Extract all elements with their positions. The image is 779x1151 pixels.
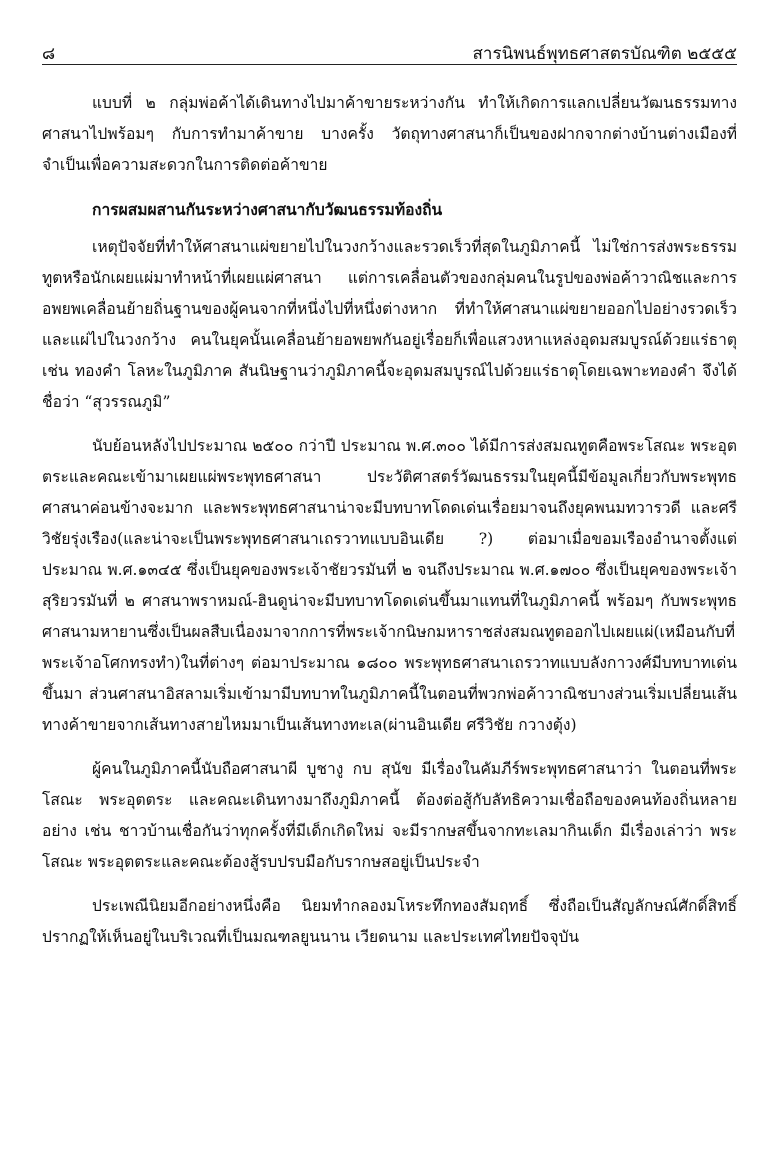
- page-number: ๘: [42, 44, 56, 64]
- page-body: [42, 88, 737, 966]
- page-header: [42, 38, 737, 65]
- paragraph-4: ผู้คนในภูมิภาคนี้นับถือศาสนาผี บูชางู กบ สุนัข มีเรื่องในคัมภีร์พระพุทธศาสนาว่า ในตอนที่พระโสณะ พระอุตตระ และคณะเดินทางมาถึงภูมิภาคนี้ ต้องต่อสู้กับลัทธิความเชื่อถือของคนท้องถิ่นหลายอย่าง เช่น ชาวบ้านเชื่อกันว่าทุกครั้งที่มีเด็กเกิดใหม่ จะมีรากษสขึ้นจากทะเลมากินเด็ก มีเรื่องเล่าว่า พระโสณะ พระอุตตระและคณะต้องสู้รบปรบมือกับรากษสอยู่เป็นประจำ: [42, 760, 737, 871]
- paragraph-2: เหตุปัจจัยที่ทำให้ศาสนาแผ่ขยายไปในวงกว้างและรวดเร็วที่สุดในภูมิภาคนี้ ไม่ใช่การส่งพระธรรมทูตหรือนักเผยแผ่มาทำหน้าที่เผยแผ่ศาสนา แต่การเคลื่อนตัวของกลุ่มคนในรูปของพ่อค้าวาณิชและการอพยพเคลื่อนย้ายถิ่นฐานของผู้คนจากที่หนึ่งไปที่หนึ่งต่างหาก ที่ทำให้ศาสนาแผ่ขยายออกไปอย่างรวดเร็วและแผ่ไปในวงกว้าง คนในยุคนั้นเคลื่อนย้ายอพยพกันอยู่เรื่อยก็เพื่อแสวงหาแหล่งอุดมสมบูรณ์ด้วยแร่ธาตุ เช่น ทองคำ โลหะในภูมิภาค สันนิษฐานว่าภูมิภาคนี้จะอุดมสมบูรณ์ไปด้วยแร่ธาตุโดยเฉพาะทองคำ จึงได้ชื่อว่า “สุวรรณภูมิ”: [42, 238, 737, 411]
- paragraph-3: นับย้อนหลังไปประมาณ ๒๕๐๐ กว่าปี ประมาณ พ.ศ.๓๐๐ ได้มีการส่งสมณทูตคือพระโสณะ พระอุตตระและคณะเข้ามาเผยแผ่พระพุทธศาสนา ประวัติศาสตร์วัฒนธรรมในยุคนี้มีข้อมูลเกี่ยวกับพระพุทธศาสนาค่อนข้างจะมาก และพระพุทธศาสนาน่าจะมีบทบาทโดดเด่นเรื่อยมาจนถึงยุคพนมทวารวดี และศรีวิชัยรุ่งเรือง(และน่าจะเป็นพระพุทธศาสนาเถรวาทแบบอินเดีย ?) ต่อมาเมื่อขอมเรืองอำนาจตั้งแต่ประมาณ พ.ศ.๑๓๔๕ ซึ่งเป็นยุคของพระเจ้าชัยวรมันที่ ๒ จนถึงประมาณ พ.ศ.๑๗๐๐ ซึ่งเป็นยุคของพระเจ้าสุริยวรมันที่ ๒ ศาสนาพราหมณ์-ฮินดูน่าจะมีบทบาทโดดเด่นขึ้นมาแทนที่ในภูมิภาคนี้ พร้อมๆ กับพระพุทธศาสนามหายานซึ่งเป็นผลสืบเนื่องมาจากการที่พระเจ้ากนิษกมหาราชส่งสมณทูตออกไปเผยแผ่(เหมือนกับที่พระเจ้าอโศกทรงทำ)ในที่ต่างๆ ต่อมาประมาณ ๑๘๐๐ พระพุทธศาสนาเถรวาทแบบลังกาวงศ์มีบทบาทเด่นขึ้นมา ส่วนศาสนาอิสลามเริ่มเข้ามามีบทบาทในภูมิภาคนี้ในตอนที่พวกพ่อค้าวาณิชบางส่วนเริ่มเปลี่ยนเส้นทางค้าขายจากเส้นทางสายไหมมาเป็นเส้นทางทะเล(ผ่านอินเดีย ศรีวิชัย กวางตุ้ง): [42, 437, 737, 734]
- running-title: สารนิพนธ์พุทธศาสตรบัณฑิต ๒๕๕๕: [472, 44, 737, 64]
- paragraph-5: ประเพณีนิยมอีกอย่างหนึ่งคือ นิยมทำกลองมโหระทึกทองสัมฤทธิ์ ซึ่งถือเป็นสัญลักษณ์ศักดิ์สิทธิ์ ปรากฏให้เห็นอยู่ในบริเวณที่เป็นมณฑลยูนนาน เวียดนาม และประเทศไทยปัจจุบัน: [42, 897, 737, 946]
- section-heading: การผสมผสานกันระหว่างศาสนากับวัฒนธรรมท้องถิ่น: [92, 200, 443, 219]
- paragraph-1: แบบที่ ๒ กลุ่มพ่อค้าได้เดินทางไปมาค้าขายระหว่างกัน ทำให้เกิดการแลกเปลี่ยนวัฒนธรรมทางศาสนาไปพร้อมๆ กับการทำมาค้าขาย บางครั้ง วัตถุทางศาสนาก็เป็นของฝากจากต่างบ้านต่างเมืองที่จำเป็นเพื่อความสะดวกในการติดต่อค้าขาย: [42, 94, 737, 174]
